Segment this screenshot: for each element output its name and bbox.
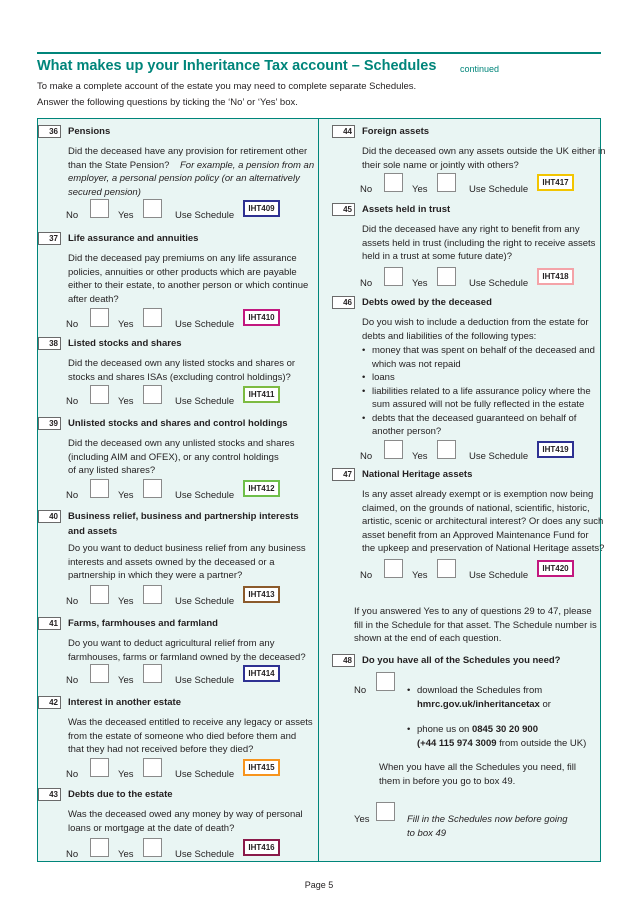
q43-yes-checkbox[interactable]	[143, 838, 162, 857]
question-text-line: their sole name or jointly with others?	[362, 159, 519, 171]
question-text-line: policies, annuities or other products which are payable	[68, 266, 297, 278]
q39-no-checkbox[interactable]	[90, 479, 109, 498]
question-text-line: partnership in which they were a partner?	[68, 570, 243, 581]
q39-yes-label: Yes	[118, 490, 134, 501]
phone-intl-suffix: from outside the UK)	[496, 738, 587, 749]
question-title: Interest in another estate	[68, 697, 181, 708]
q44-schedule-badge: IHT417	[537, 174, 574, 191]
q40-use-schedule-label: Use Schedule	[175, 596, 235, 607]
question-text-line: Do you want to deduct business relief from any business	[68, 543, 306, 554]
q45-no-checkbox[interactable]	[384, 267, 403, 286]
q45-no-label: No	[360, 278, 373, 289]
question-title: Debts owed by the deceased	[362, 297, 492, 308]
question-title: Life assurance and annuities	[68, 233, 199, 244]
column-divider	[318, 119, 319, 861]
download-text: download the Schedules from	[417, 685, 543, 696]
q42-schedule-badge: IHT415	[243, 759, 280, 776]
q46-yes-checkbox[interactable]	[437, 440, 456, 459]
question-text-line: Is any asset already exempt or is exemption now being	[362, 489, 594, 500]
q43-no-checkbox[interactable]	[90, 838, 109, 857]
q41-use-schedule-label: Use Schedule	[175, 675, 235, 686]
q38-no-label: No	[66, 396, 79, 407]
intro-line-2: Answer the following questions by ticking the ‘No’ or ‘Yes’ box.	[37, 97, 298, 108]
when-text-line: When you have all the Schedules you need, fill	[379, 762, 576, 773]
q46-no-checkbox[interactable]	[384, 440, 403, 459]
q42-use-schedule-label: Use Schedule	[175, 769, 235, 780]
q40-no-label: No	[66, 596, 79, 607]
question-text-italic-line: employer, a personal pension policy (or an alternatively	[68, 173, 300, 184]
bullet-text: liabilities related to a life assurance policy where the	[372, 385, 591, 397]
q43-no-label: No	[66, 849, 79, 860]
schedule-note-line: If you answered Yes to any of questions 29 to 47, please	[354, 606, 592, 617]
q36-yes-checkbox[interactable]	[143, 199, 162, 218]
question-text-line: Do you wish to include a deduction from the estate for	[362, 317, 589, 328]
q48-yes-checkbox[interactable]	[376, 802, 395, 821]
download-url-line	[417, 698, 551, 712]
question-number: 44	[332, 125, 355, 138]
q46-schedule-badge: IHT419	[537, 441, 574, 458]
question-text-line: Did the deceased own any assets outside the UK either in	[362, 146, 606, 157]
question-title: Foreign assets	[362, 126, 430, 137]
question-text-line: (including AIM and OFEX), or any control holdings	[68, 451, 279, 463]
q40-yes-checkbox[interactable]	[143, 585, 162, 604]
q36-no-checkbox[interactable]	[90, 199, 109, 218]
bullet-text: another person?	[372, 426, 442, 437]
q46-no-label: No	[360, 451, 373, 462]
phone-number: 0845 30 20 900	[471, 724, 538, 735]
question-text-line: than the State Pension?	[68, 159, 170, 171]
question-number: 42	[38, 696, 61, 709]
q44-yes-checkbox[interactable]	[437, 173, 456, 192]
bullet-dot: •	[407, 685, 411, 696]
bullet-dot: •	[407, 724, 411, 735]
yes-instruction-line: to box 49	[407, 827, 447, 839]
question-text-line: Did the deceased own any unlisted stocks and shares	[68, 438, 295, 449]
q41-no-label: No	[66, 675, 79, 686]
question-text-line: Do you want to deduct agricultural relief from any	[68, 638, 275, 649]
bullet-text: money that was spent on behalf of the deceased and	[372, 345, 595, 356]
question-text-line: Did the deceased pay premiums on any life assurance	[68, 253, 297, 264]
q46-yes-label: Yes	[412, 451, 428, 462]
q42-yes-label: Yes	[118, 769, 134, 780]
q47-yes-label: Yes	[412, 570, 428, 581]
question-title: National Heritage assets	[362, 469, 473, 480]
q42-no-label: No	[66, 769, 79, 780]
question-text-line: assets held in trust (including the right to receive assets	[362, 237, 596, 249]
question-text-line: either to their estate, to another person or which continue	[68, 280, 309, 291]
q47-no-label: No	[360, 570, 373, 581]
question-text-italic-line: secured pension)	[68, 186, 141, 198]
q37-schedule-badge: IHT410	[243, 309, 280, 326]
q47-use-schedule-label: Use Schedule	[469, 570, 529, 581]
q37-no-checkbox[interactable]	[90, 308, 109, 327]
question-text-line: Did the deceased have any provision for retirement other	[68, 146, 308, 157]
q44-no-checkbox[interactable]	[384, 173, 403, 192]
q43-schedule-badge: IHT416	[243, 839, 280, 856]
q36-no-label: No	[66, 210, 79, 221]
q39-no-label: No	[66, 490, 79, 501]
q41-schedule-badge: IHT414	[243, 665, 280, 682]
bullet-dot: •	[362, 385, 366, 397]
question-title: Debts due to the estate	[68, 789, 173, 800]
question-text-italic: For example, a pension from an	[180, 159, 315, 171]
download-url[interactable]: hmrc.gov.uk/inheritancetax	[417, 699, 540, 710]
bullet-dot: •	[362, 412, 366, 424]
schedule-note-line: fill in the Schedule for that asset. The Schedule number is	[354, 619, 597, 631]
q39-yes-checkbox[interactable]	[143, 479, 162, 498]
q43-use-schedule-label: Use Schedule	[175, 849, 235, 860]
q38-yes-label: Yes	[118, 396, 134, 407]
q44-no-label: No	[360, 184, 373, 195]
q47-schedule-badge: IHT420	[537, 560, 574, 577]
q41-yes-label: Yes	[118, 675, 134, 686]
question-text-line: Did the deceased have any right to benefit from any	[362, 224, 580, 235]
question-number: 39	[38, 417, 61, 430]
question-text-line: from the estate of someone who died before them and	[68, 730, 297, 742]
schedule-note-line: shown at the end of each question.	[354, 633, 502, 644]
q45-schedule-badge: IHT418	[537, 268, 574, 285]
download-suffix: or	[539, 699, 551, 710]
question-title: Farms, farmhouses and farmland	[68, 618, 218, 629]
q48-yes-label: Yes	[354, 814, 370, 825]
continued-label: continued	[460, 64, 500, 74]
question-text-line: debts and liabilities of the following types:	[362, 330, 537, 342]
q44-use-schedule-label: Use Schedule	[469, 184, 529, 195]
phone-line	[417, 723, 538, 737]
question-text-line: interests and assets owned by the deceased or a	[68, 556, 275, 568]
question-title: Pensions	[68, 126, 111, 137]
q37-no-label: No	[66, 319, 79, 330]
q40-schedule-badge: IHT413	[243, 586, 280, 603]
q47-no-checkbox[interactable]	[384, 559, 403, 578]
q38-use-schedule-label: Use Schedule	[175, 396, 235, 407]
question-number: 45	[332, 203, 355, 216]
phone-intl-line	[417, 737, 586, 751]
question-number: 40	[38, 510, 61, 523]
question-text-line: artistic, scenic or architectural interest? Or does any such	[362, 516, 604, 527]
header-rule	[37, 52, 601, 54]
q45-use-schedule-label: Use Schedule	[469, 278, 529, 289]
q40-yes-label: Yes	[118, 596, 134, 607]
q47-yes-checkbox[interactable]	[437, 559, 456, 578]
when-text-line: them in before you go to box 49.	[379, 775, 516, 787]
q37-yes-label: Yes	[118, 319, 134, 330]
question-number: 47	[332, 468, 355, 481]
question-number: 46	[332, 296, 355, 309]
q36-use-schedule-label: Use Schedule	[175, 210, 235, 221]
page-title: What makes up your Inheritance Tax account – Schedules	[37, 58, 437, 74]
question-text-line: of any listed shares?	[68, 465, 156, 476]
q36-yes-label: Yes	[118, 210, 134, 221]
question-number: 37	[38, 232, 61, 245]
q38-no-checkbox[interactable]	[90, 385, 109, 404]
q42-no-checkbox[interactable]	[90, 758, 109, 777]
q44-yes-label: Yes	[412, 184, 428, 195]
q37-use-schedule-label: Use Schedule	[175, 319, 235, 330]
question-number: 43	[38, 788, 61, 801]
bullet-text: sum assured will not be fully reflected in the estate	[372, 399, 585, 410]
question-title: Unlisted stocks and shares and control holdings	[68, 418, 288, 429]
phone-intl: (+44 115 974 3009	[417, 738, 497, 749]
question-text-line: that they had not received before they died?	[68, 744, 254, 755]
question-text-line: Was the deceased owed any money by way of personal	[68, 809, 303, 820]
question-text-line: stocks and shares ISAs (excluding control holdings)?	[68, 371, 291, 383]
bullet-text: loans	[372, 372, 395, 383]
q42-yes-checkbox[interactable]	[143, 758, 162, 777]
question-title: Listed stocks and shares	[68, 338, 182, 349]
q40-no-checkbox[interactable]	[90, 585, 109, 604]
q48-no-label: No	[354, 685, 367, 696]
question-text-line: Was the deceased entitled to receive any legacy or assets	[68, 717, 313, 728]
q45-yes-label: Yes	[412, 278, 428, 289]
intro-line-1: To make a complete account of the estate you may need to complete separate Schedules.	[37, 81, 417, 92]
question-number: 41	[38, 617, 61, 630]
question-title: Business relief, business and partnership interests	[68, 511, 299, 522]
question-text-line: the upkeep and preservation of National Heritage assets?	[362, 543, 605, 554]
question-text-line: loans or mortgage at the date of death?	[68, 822, 235, 834]
q39-use-schedule-label: Use Schedule	[175, 490, 235, 501]
q41-no-checkbox[interactable]	[90, 664, 109, 683]
q38-schedule-badge: IHT411	[243, 386, 280, 403]
question-text-line: Did the deceased own any listed stocks and shares or	[68, 358, 296, 369]
bullet-dot: •	[362, 372, 366, 383]
q37-yes-checkbox[interactable]	[143, 308, 162, 327]
bullet-text: which was not repaid	[372, 358, 461, 370]
q45-yes-checkbox[interactable]	[437, 267, 456, 286]
yes-instruction-line: Fill in the Schedules now before going	[407, 814, 568, 825]
q36-schedule-badge: IHT409	[243, 200, 280, 217]
question-number: 48	[332, 654, 355, 667]
q39-schedule-badge: IHT412	[243, 480, 280, 497]
page-number: Page 5	[304, 880, 334, 890]
q48-no-checkbox[interactable]	[376, 672, 395, 691]
question-number: 38	[38, 337, 61, 350]
question-title: Do you have all of the Schedules you need?	[362, 655, 561, 666]
question-title-continued: and assets	[68, 526, 118, 537]
question-text-line: after death?	[68, 293, 119, 305]
q41-yes-checkbox[interactable]	[143, 664, 162, 683]
question-number: 36	[38, 125, 61, 138]
phone-prefix: phone us on	[417, 724, 472, 735]
q46-use-schedule-label: Use Schedule	[469, 451, 529, 462]
bullet-text: debts that the deceased guaranteed on behalf of	[372, 412, 577, 424]
q38-yes-checkbox[interactable]	[143, 385, 162, 404]
question-text-line: claimed, on the grounds of national, scientific, historic,	[362, 502, 590, 514]
question-title: Assets held in trust	[362, 204, 451, 215]
bullet-dot: •	[362, 345, 366, 356]
question-text-line: asset benefit from an Approved Maintenance Fund for	[362, 529, 589, 541]
q43-yes-label: Yes	[118, 849, 134, 860]
question-text-line: farmhouses, farms or farmland owned by the deceased?	[68, 651, 306, 663]
question-text-line: held in a trust at some future date)?	[362, 251, 512, 262]
